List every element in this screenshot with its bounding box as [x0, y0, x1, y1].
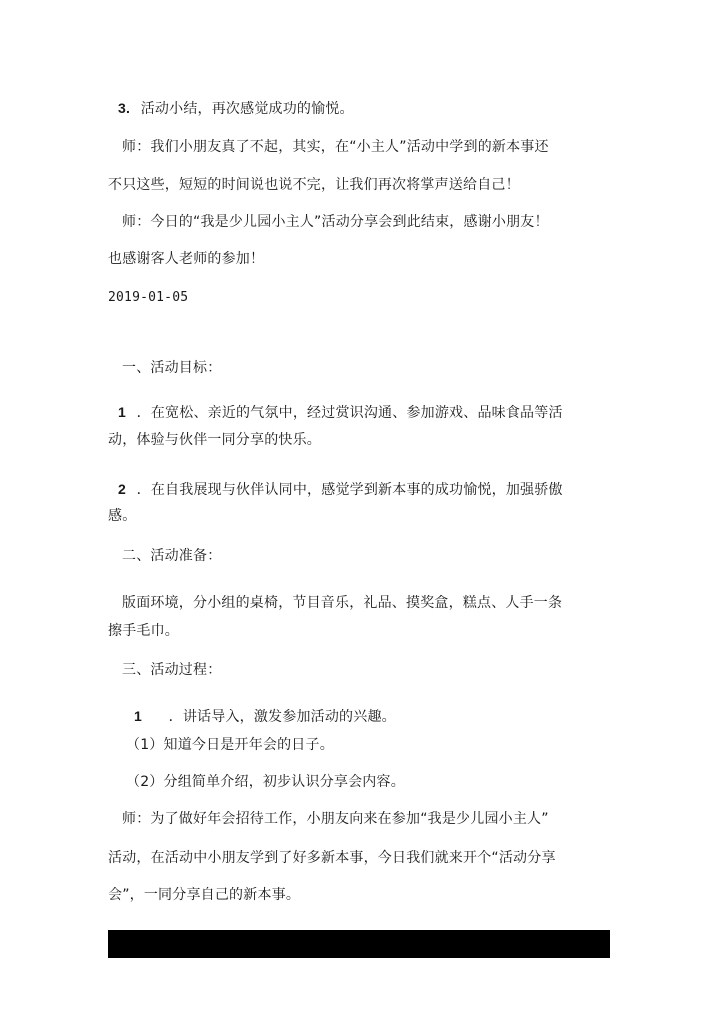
- sub-item-2: （2）分组简单介绍，初步认识分享会内容。: [126, 774, 405, 790]
- step-1-number: 1: [134, 708, 142, 724]
- paragraph-line: 不只这些，短短的时间说也说不完，让我们再次将掌声送给自己！: [108, 177, 520, 193]
- paragraph-line: 擦手毛巾。: [108, 623, 179, 639]
- sub-item-1: （1）知道今日是开年会的日子。: [126, 737, 334, 753]
- summary-heading: [118, 98, 354, 119]
- prep-heading: 二、活动准备：: [122, 548, 222, 564]
- paragraph-line: 活动，在活动中小朋友学到了好多新本事，今日我们就来开个“活动分享: [108, 850, 556, 866]
- document-date: 2019-01-05: [108, 290, 189, 305]
- paragraph-line: 会”，一同分享自己的新本事。: [108, 887, 301, 903]
- paragraph-line: 版面环境，分小组的桌椅，节目音乐，礼品、摸奖盒，糕点、人手一条: [122, 595, 563, 611]
- goal-1-text: ．在宽松、亲近的气氛中，经过赏识沟通、参加游戏、品味食品等活: [136, 405, 563, 421]
- goal-2-text: ．在自我展现与伙伴认同中，感觉学到新本事的成功愉悦，加强骄傲: [136, 482, 563, 498]
- paragraph-line: 动，体验与伙伴一同分享的快乐。: [108, 432, 321, 448]
- summary-title: 活动小结，再次感觉成功的愉悦。: [140, 101, 354, 117]
- goal-item-2: [118, 479, 563, 500]
- goal-item-1: [118, 402, 563, 423]
- paragraph-line: 师：为了做好年会招待工作，小朋友向来在参加“我是少儿园小主人”: [122, 811, 549, 827]
- paragraph-line: 也感谢客人老师的参加！: [108, 251, 265, 267]
- paragraph-line: 感。: [108, 508, 137, 524]
- goals-heading: 一、活动目标：: [122, 360, 222, 376]
- step-item-1: [134, 706, 396, 727]
- goal-1-number: 1: [118, 404, 126, 420]
- paragraph-line: 师：今日的“我是少儿园小主人”活动分享会到此结束，感谢小朋友！: [122, 214, 549, 230]
- step-1-text: ．讲话导入，激发参加活动的兴趣。: [168, 709, 396, 725]
- process-heading: 三、活动过程：: [122, 662, 222, 678]
- redaction-bar: [108, 930, 610, 958]
- paragraph-line: 师：我们小朋友真了不起，其实，在“小主人”活动中学到的新本事还: [122, 139, 549, 155]
- goal-2-number: 2: [118, 481, 126, 497]
- summary-number: 3.: [118, 100, 131, 116]
